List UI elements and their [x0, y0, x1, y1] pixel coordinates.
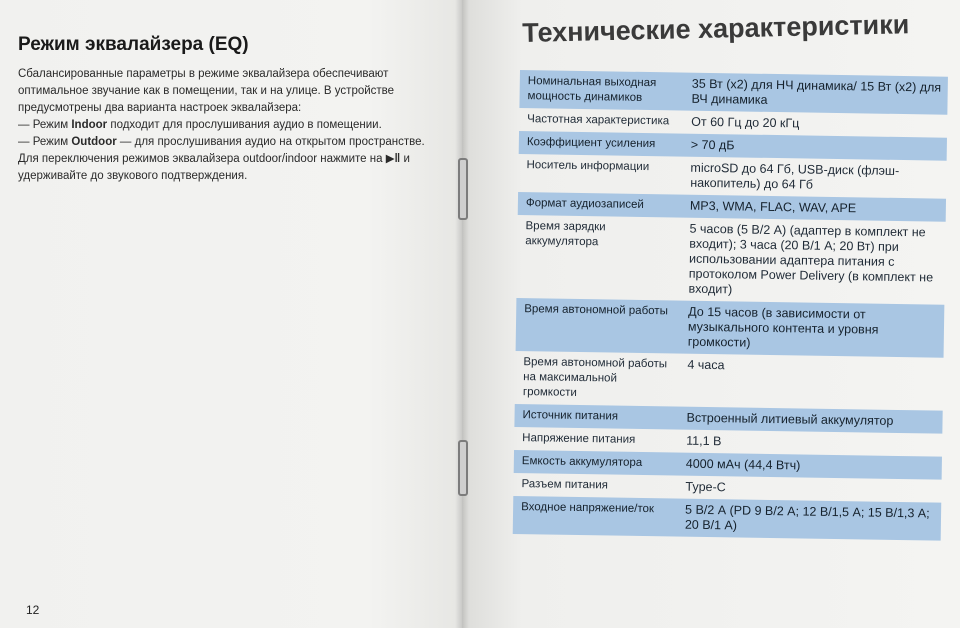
spec-key: Емкость аккумулятора [521, 455, 643, 469]
spec-key: Коэффициент усиления [526, 136, 656, 151]
eq-section-body [18, 66, 428, 185]
spec-key: Время автономной работы [524, 303, 668, 318]
spec-value: 4 часа [687, 357, 725, 373]
staple-icon [458, 158, 468, 220]
mode-outdoor-name: Outdoor [71, 136, 117, 148]
spec-value: 4000 мАч (44,4 Втч) [685, 456, 801, 473]
spec-value: От 60 Гц до 20 кГц [691, 114, 800, 131]
spec-value: До 15 часов (в зависимости от музыкального контента и уровня громкости) [687, 304, 879, 350]
spec-value: Type-C [685, 479, 726, 495]
eq-mode-indoor [18, 117, 428, 134]
spec-row [516, 298, 945, 358]
switch-text-start: Для переключения режимов эквалайзера outdoor/indoor нажмите на [18, 153, 386, 165]
left-page [0, 0, 462, 628]
spec-key: Формат аудиозаписей [525, 197, 644, 211]
spec-key: Входное напряжение/ток [521, 501, 655, 516]
spec-row [519, 70, 948, 115]
spec-row [516, 215, 945, 305]
spec-key: Напряжение питания [522, 432, 636, 446]
specs-title: Технические характеристики [522, 9, 910, 48]
spec-value: Встроенный литиевый аккумулятор [686, 410, 894, 428]
mode-outdoor-prefix: — Режим [18, 136, 72, 148]
page-number: 12 [26, 603, 40, 617]
spec-value: MP3, WMA, FLAC, WAV, APE [689, 198, 857, 216]
spec-key: Номинальная выходная мощность динамиков [527, 75, 657, 104]
spec-value: 11,1 В [686, 433, 722, 449]
spec-key: Разъем питания [521, 478, 609, 492]
mode-indoor-prefix: — Режим [18, 119, 72, 131]
spec-key: Частотная характеристика [527, 113, 670, 128]
spec-key: Источник питания [522, 409, 619, 423]
book-spine [455, 0, 469, 628]
spec-key: Носитель информации [526, 159, 650, 174]
switch-text-end: и удерживайте до звукового подтверждения. [18, 153, 410, 182]
mode-outdoor-suffix: — для прослушивания аудио на открытом пространстве. [116, 136, 425, 148]
spec-row [518, 154, 947, 199]
spec-value: 5 В/2 А (PD 9 В/2 А; 12 В/1,5 А; 15 В/1,3 А; 20 В/1 А) [684, 502, 930, 533]
eq-section-title: Режим эквалайзера (EQ) [18, 34, 249, 55]
eq-switch-instruction [18, 151, 428, 185]
staple-icon [458, 440, 468, 496]
spec-value: > 70 дБ [690, 137, 735, 153]
mode-indoor-suffix: подходит для прослушивания аудио в помещении. [107, 119, 382, 131]
spec-value: 5 часов (5 В/2 А) (адаптер в комплект не входит); 3 часа (20 В/1 А; 20 Вт) при использовании адаптера питания с протоколом Power Delivery (в комплект не входит) [688, 221, 934, 297]
spec-key: Время автономной работы на максимальной громкости [522, 356, 668, 399]
spec-row [513, 496, 942, 541]
specs-table [513, 70, 948, 541]
play-pause-icon: ▶‖ [385, 153, 401, 165]
spec-value: microSD до 64 Гб, USB-диск (флэш-накопитель) до 64 Гб [690, 160, 900, 192]
spec-value: 35 Вт (х2) для НЧ динамика/ 15 Вт (х2) для ВЧ динамика [691, 76, 942, 107]
spec-row [515, 351, 944, 411]
spec-key: Время зарядки аккумулятора [525, 220, 606, 249]
eq-intro-paragraph: Сбалансированные параметры в режиме эквалайзера обеспечивают оптимальное звучание как в помещении, так и на улице. В устройстве предусмотрены два варианта настроек эквалайзера: [18, 68, 395, 114]
eq-mode-outdoor [18, 134, 428, 151]
mode-indoor-name: Indoor [71, 119, 108, 131]
